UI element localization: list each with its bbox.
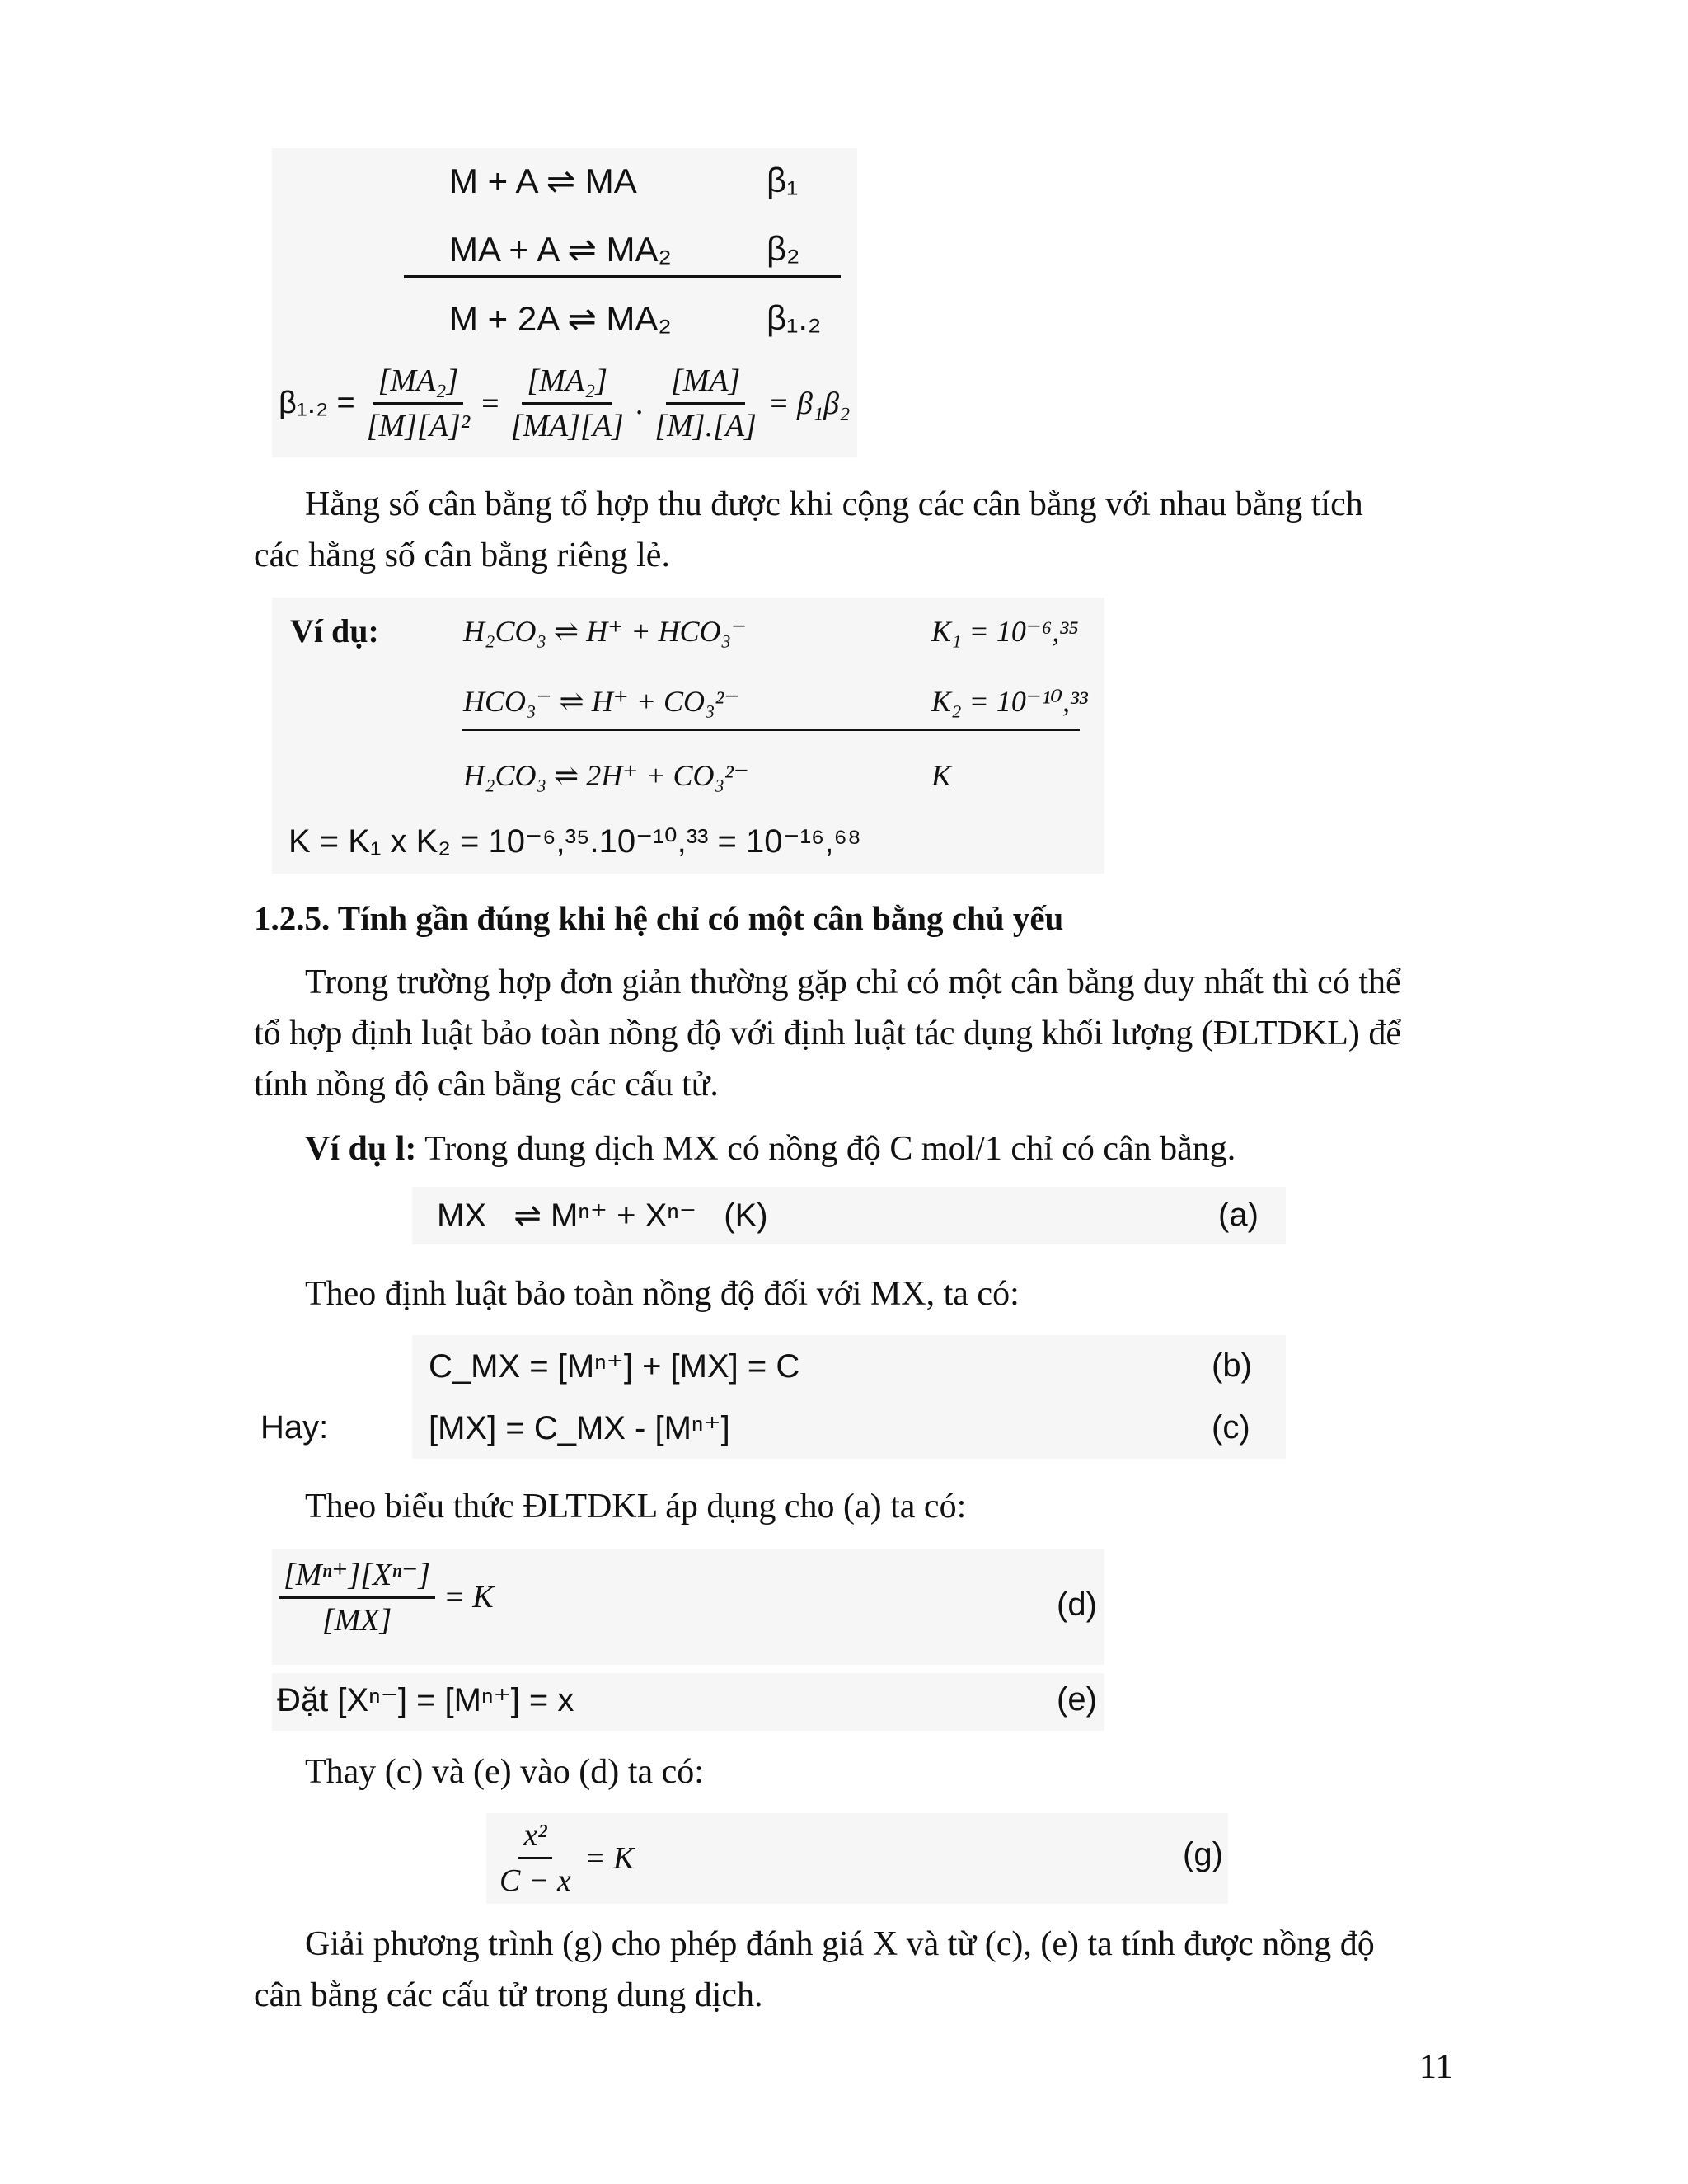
fraction-1-num: [MA₂]	[373, 363, 464, 405]
example2-text: Trong dung dịch MX có nồng độ C mol/1 chỉ có cân bằng.	[416, 1130, 1236, 1168]
page-number: 11	[1419, 2048, 1453, 2086]
eq-d-num: [Mⁿ⁺][Xⁿ⁻]	[279, 1556, 435, 1599]
para2-line1: Trong trường hợp đơn giản thường gặp chỉ có một cân bằng duy nhất thì có thể	[305, 963, 1401, 1001]
fraction-2-den: [MA][A]	[510, 409, 624, 443]
beta-formula-lhs: β₁.₂ =	[279, 386, 355, 420]
eq-d-rhs: = K	[443, 1580, 494, 1615]
example2-line	[305, 1129, 1236, 1169]
fraction-2-num: [MA₂]	[522, 363, 612, 405]
eq-b: C_MX = [Mⁿ⁺] + [MX] = C	[429, 1348, 800, 1385]
para3: Theo định luật bảo toàn nồng độ đối với MX, ta có:	[305, 1275, 1020, 1313]
eq-d-den: [MX]	[321, 1603, 392, 1638]
beta-k-1: β₁	[767, 161, 799, 199]
para5: Thay (c) và (e) vào (d) ta có:	[305, 1753, 704, 1791]
eq-a-tag: (a)	[1218, 1197, 1259, 1233]
fraction-3-num: [MA]	[666, 363, 745, 405]
eq-c-prefix: Hay:	[260, 1409, 329, 1446]
equals-sign: =	[481, 386, 499, 421]
para1-line1: Hằng số cân bằng tổ hợp thu được khi cộng các cân bằng với nhau bằng tích	[305, 485, 1363, 523]
eq-e-tag: (e)	[1057, 1681, 1097, 1718]
beta-eq-2: MA + A ⇌ MA₂	[449, 230, 672, 269]
multiply-dot: .	[635, 386, 644, 421]
para6-line1: Giải phương trình (g) cho phép đánh giá X và từ (c), (e) ta tính được nồng độ	[305, 1925, 1375, 1963]
section-heading: 1.2.5. Tính gần đúng khi hệ chỉ có một cân bằng chủ yếu	[254, 899, 1064, 937]
eq-d-tag: (d)	[1057, 1586, 1097, 1623]
eq-g-fraction	[495, 1817, 576, 1899]
carbonate-eq-3: H₂CO₃ ⇌ 2H⁺ + CO₃²⁻	[463, 759, 749, 792]
para2-line2: tổ hợp định luật bảo toàn nồng độ với định luật tác dụng khối lượng (ĐLTDKL) để	[254, 1015, 1401, 1052]
fraction-1-den: [M][A]²	[366, 409, 471, 443]
fraction-2	[506, 363, 629, 444]
eq-b-tag: (b)	[1212, 1347, 1252, 1384]
example1-label: Ví dụ:	[290, 612, 379, 649]
eq-g-rhs: = K	[584, 1840, 635, 1876]
carbonate-sum-line	[462, 729, 1080, 731]
beta-k-2: β₂	[767, 229, 800, 268]
eq-c: [MX] = C_MX - [Mⁿ⁺]	[429, 1410, 730, 1446]
eq-c-tag: (c)	[1212, 1409, 1250, 1446]
beta-product-formula	[279, 363, 850, 444]
fraction-3	[649, 363, 762, 444]
eq-g-den: C − x	[499, 1863, 571, 1898]
eq-e: Đặt [Xⁿ⁻] = [Mⁿ⁺] = x	[277, 1682, 574, 1718]
example2-label: Ví dụ l:	[305, 1130, 417, 1168]
eq-g-num: x²	[518, 1817, 551, 1859]
carbonate-eq-2: HCO₃⁻ ⇌ H⁺ + CO₃²⁻	[463, 685, 740, 718]
fraction-1	[362, 363, 475, 444]
eq-a: MX ⇌ Mⁿ⁺ + Xⁿ⁻ (K)	[437, 1197, 768, 1234]
beta-formula-rhs: = β₁β₂	[767, 386, 851, 421]
carbonate-eq-1: H₂CO₃ ⇌ H⁺ + HCO₃⁻	[463, 615, 748, 648]
eq-g-tag: (g)	[1183, 1836, 1223, 1872]
para6-line2: cân bằng các cấu tử trong dung dịch.	[254, 1976, 763, 2014]
eq-d-fraction	[279, 1556, 435, 1638]
carbonate-result: K = K₁ x K₂ = 10⁻⁶,³⁵.10⁻¹⁰,³³ = 10⁻¹⁶,⁶⁸	[288, 823, 861, 860]
para4: Theo biểu thức ĐLTDKL áp dụng cho (a) ta có:	[305, 1488, 967, 1526]
eq-d	[279, 1556, 494, 1638]
fraction-3-den: [M].[A]	[654, 409, 757, 443]
carbonate-k-2: K₂ = 10⁻¹⁰,³³	[931, 685, 1088, 718]
beta-eq-1: M + A ⇌ MA	[449, 162, 637, 200]
para2-line3: tính nồng độ cân bằng các cấu tử.	[254, 1066, 719, 1104]
carbonate-k-1: K₁ = 10⁻⁶,³⁵	[931, 615, 1079, 648]
beta-sum-line	[404, 275, 841, 278]
eq-g	[495, 1817, 634, 1899]
carbonate-k-3: K	[931, 759, 952, 792]
beta-k-3: β₁.₂	[767, 298, 822, 337]
beta-eq-3: M + 2A ⇌ MA₂	[449, 299, 672, 338]
para1-line2: các hằng số cân bằng riêng lẻ.	[254, 537, 670, 574]
